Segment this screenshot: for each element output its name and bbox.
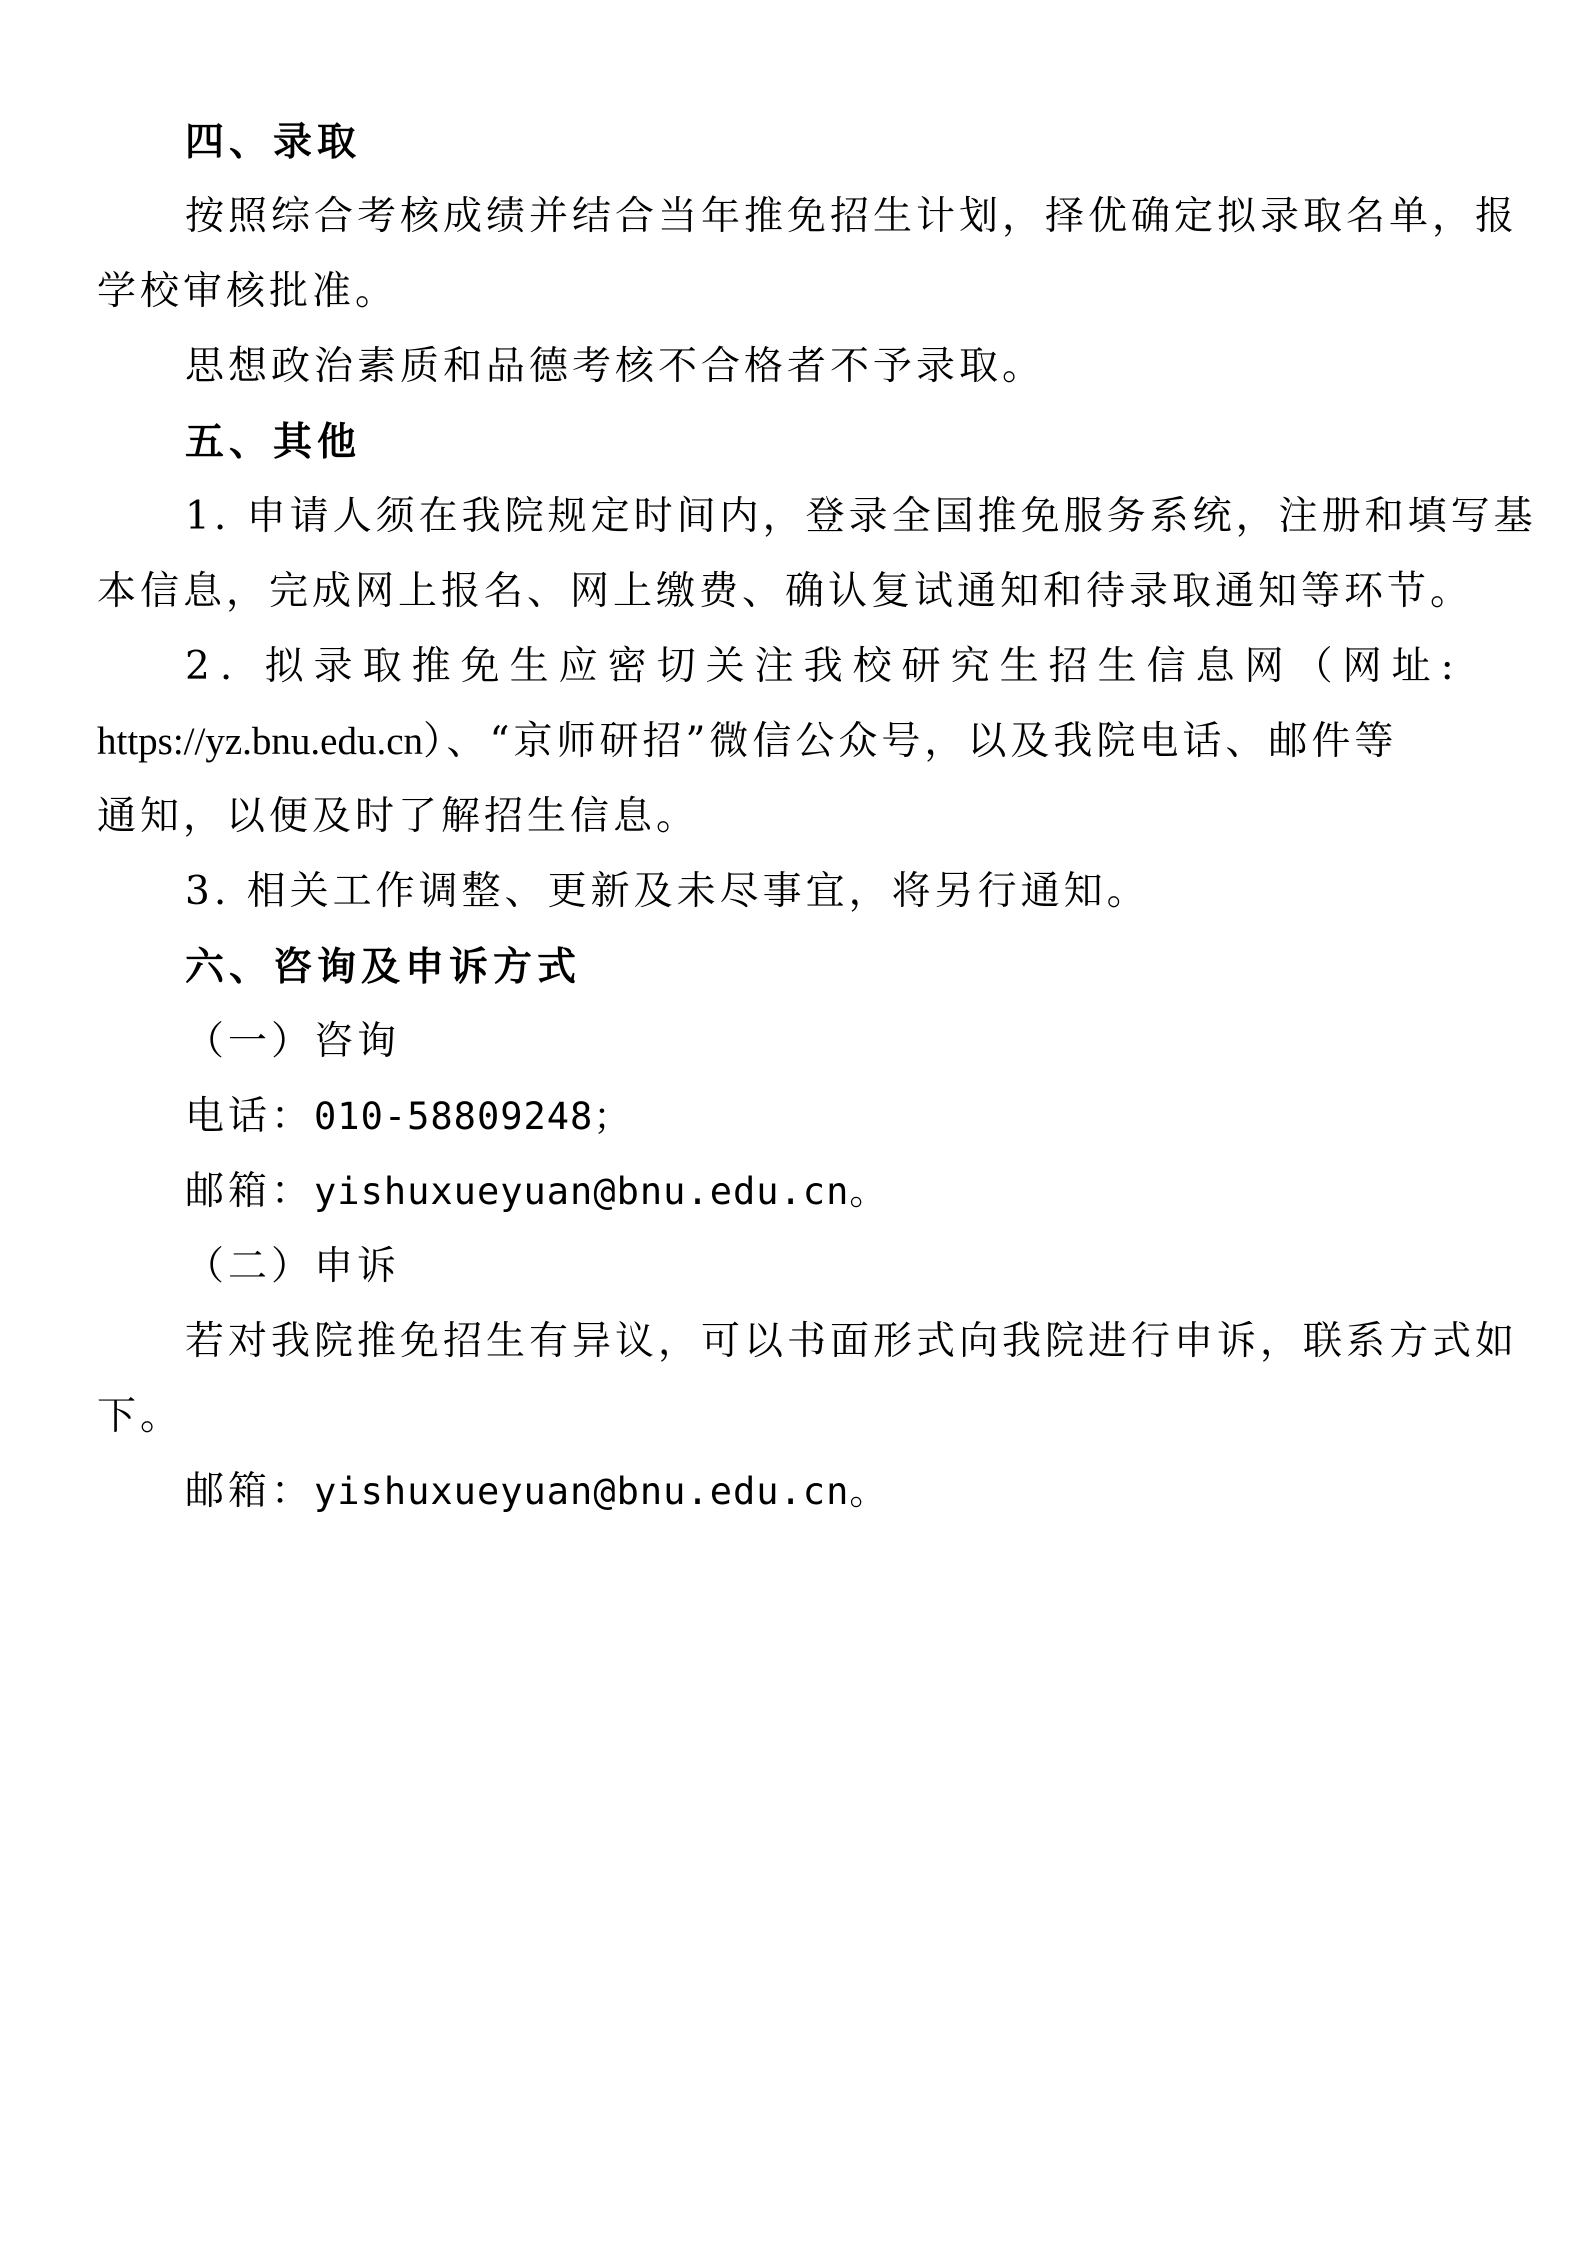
- section-heading-contact: 六、咨询及申诉方式: [185, 944, 582, 990]
- subheading-appeal: （二）申诉: [185, 1244, 401, 1289]
- phone-label: 电话：: [185, 1094, 315, 1139]
- list-item-3: 3. 相关工作调整、更新及未尽事宜，将另行通知。: [185, 869, 1150, 914]
- phone-number: 010-58809248；: [314, 1095, 632, 1138]
- subheading-consult: （一）咨询: [185, 1019, 401, 1064]
- paragraph-admission-line-1: 按照综合考核成绩并结合当年推免招生计划，择优确定拟录取名单，报: [185, 194, 1519, 239]
- list-item-2-line-2-text: ）、“京师研招”微信公众号，以及我院电话、邮件等: [423, 719, 1398, 764]
- list-item-2-line-2: [97, 718, 1397, 766]
- email-line: [185, 1168, 887, 1216]
- paragraph-appeal-line-2: 下。: [97, 1394, 184, 1439]
- appeal-email-line: [185, 1468, 887, 1516]
- phone-line: [185, 1093, 631, 1141]
- paragraph-admission-note: 思想政治素质和品德考核不合格者不予录取。: [185, 344, 1046, 389]
- section-heading-admission: 四、录取: [185, 119, 362, 165]
- list-item-1-line-1: 1. 申请人须在我院规定时间内，登录全国推免服务系统，注册和填写基: [185, 494, 1537, 539]
- section-heading-other: 五、其他: [185, 419, 362, 465]
- paragraph-admission-line-2: 学校审核批准。: [97, 269, 399, 314]
- email-address-link[interactable]: yishuxueyuan@bnu.edu.cn。: [314, 1170, 888, 1213]
- paragraph-appeal-line-1: 若对我院推免招生有异议，可以书面形式向我院进行申诉，联系方式如: [185, 1319, 1519, 1364]
- list-item-2-line-3: 通知，以便及时了解招生信息。: [97, 794, 700, 839]
- appeal-email-label: 邮箱：: [185, 1469, 315, 1514]
- list-item-1-line-2: 本信息，完成网上报名、网上缴费、确认复试通知和待录取通知等环节。: [97, 569, 1474, 614]
- appeal-email-address-link[interactable]: yishuxueyuan@bnu.edu.cn。: [314, 1470, 888, 1513]
- email-label: 邮箱：: [185, 1169, 315, 1214]
- website-url-link[interactable]: https://yz.bnu.edu.cn: [97, 720, 424, 763]
- list-item-2-line-1: 2. 拟录取推免生应密切关注我校研究生招生信息网（网址:: [185, 644, 1464, 689]
